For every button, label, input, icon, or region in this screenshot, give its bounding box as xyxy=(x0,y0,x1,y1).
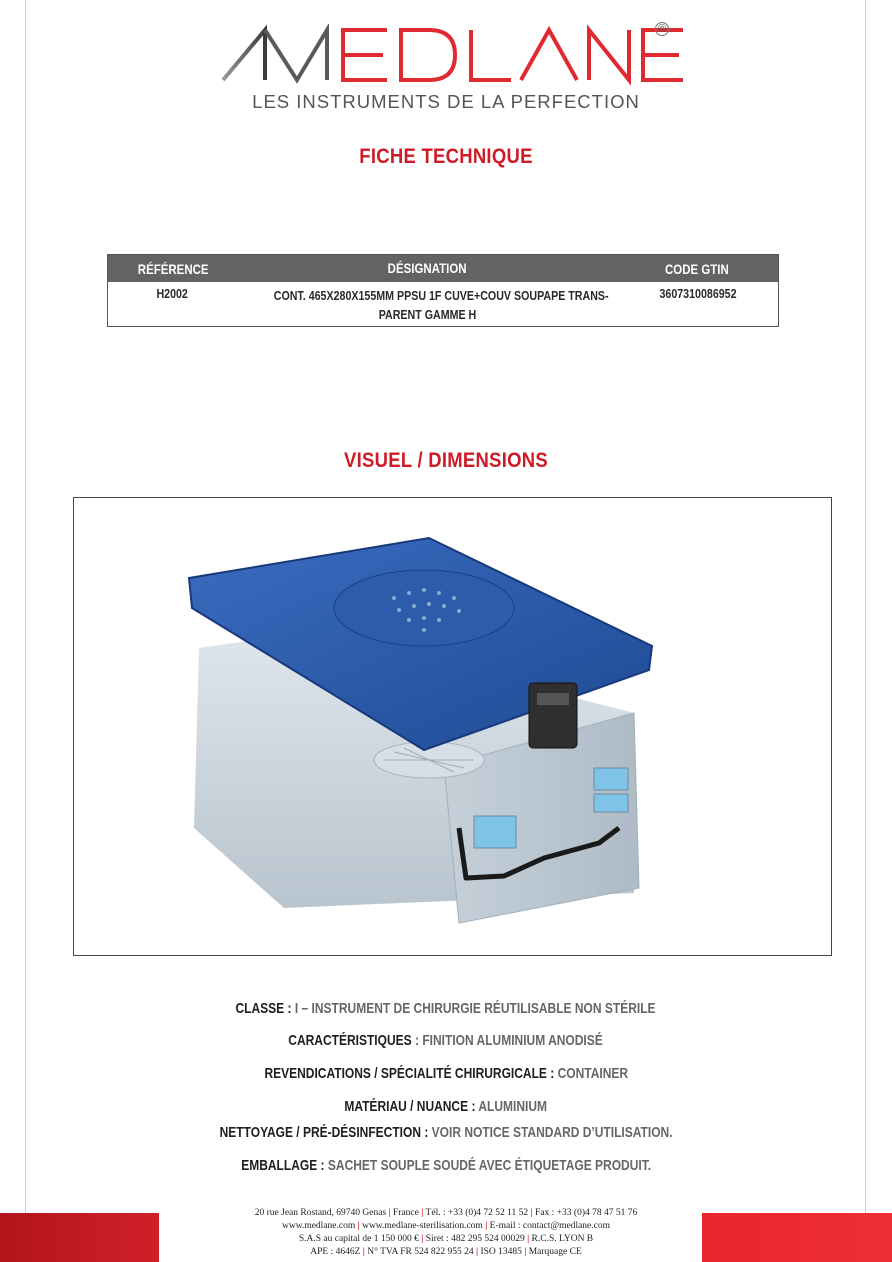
table-row xyxy=(108,282,778,324)
cell-designation-line2: PARENT GAMME H xyxy=(378,307,476,322)
footer-siret: Siret : 482 295 524 00029 xyxy=(425,1234,525,1244)
spec-value: : FINITION ALUMINIUM ANODISÉ xyxy=(412,1032,604,1049)
footer-website-link[interactable]: www.medlane.com xyxy=(281,1221,356,1231)
footer-fax: Fax : +33 (0)4 78 47 51 76 xyxy=(535,1208,638,1218)
container-illustration xyxy=(74,498,830,954)
spec-emballage xyxy=(0,1157,892,1174)
fiche-technique-title: FICHE TECHNIQUE xyxy=(359,145,533,168)
footer-company-line: S.A.S au capital de 1 150 000 € | Siret : 482 295 524 00029 | R.C.S. LYON B xyxy=(298,1234,594,1244)
spec-label: MATÉRIAU / NUANCE : xyxy=(344,1098,476,1115)
spec-value: I – INSTRUMENT DE CHIRURGIE RÉUTILISABLE NON STÉRILE xyxy=(291,1000,657,1017)
cell-reference: H2002 xyxy=(156,286,189,301)
table-header-row xyxy=(108,255,778,282)
reference-table xyxy=(107,254,779,327)
footer-email-link[interactable]: E-mail : contact@medlane.com xyxy=(489,1221,610,1231)
spec-label: CARACTÉRISTIQUES xyxy=(288,1032,413,1049)
tagline: LES INSTRUMENTS DE LA PERFECTION xyxy=(252,91,640,112)
footer-address: 20 rue Jean Rostand, 69740 Genas xyxy=(254,1208,387,1218)
footer-legal-line: APE : 4646Z | N° TVA FR 524 822 955 24 | ISO 13485 | Marquage CE xyxy=(310,1247,582,1257)
visuel-dimensions-title: VISUEL / DIMENSIONS xyxy=(344,449,548,472)
footer-ape: APE : 4646Z xyxy=(310,1247,361,1257)
medlane-logo xyxy=(215,24,685,88)
spec-label: EMBALLAGE : xyxy=(241,1157,325,1174)
spec-value: VOIR NOTICE STANDARD D’UTILISATION. xyxy=(428,1124,673,1141)
header-gtin: CODE GTIN xyxy=(665,260,730,277)
spec-label: NETTOYAGE / PRÉ-DÉSINFECTION : xyxy=(219,1124,429,1141)
spec-caracteristiques xyxy=(0,1032,892,1049)
spec-nettoyage xyxy=(0,1124,892,1141)
cell-gtin: 3607310086952 xyxy=(659,286,737,301)
spec-classe xyxy=(0,1000,892,1017)
footer-phone: Tél. : +33 (0)4 72 52 11 52 xyxy=(425,1208,529,1218)
spec-value: ALUMINIUM xyxy=(475,1098,548,1115)
spec-value: SACHET SOUPLE SOUDÉ AVEC ÉTIQUETAGE PRODUIT. xyxy=(324,1157,651,1174)
footer-tva: N° TVA FR 524 822 955 24 xyxy=(367,1247,474,1257)
spec-label: CLASSE : xyxy=(235,1000,292,1017)
header-reference: RÉFÉRENCE xyxy=(137,260,209,277)
registered-mark: ® xyxy=(655,22,669,36)
footer-address-line: 20 rue Jean Rostand, 69740 Genas | France | Tél. : +33 (0)4 72 52 11 52 | Fax : +33 (0)4 78 47 51 76 xyxy=(254,1208,638,1218)
spec-label: REVENDICATIONS / SPÉCIALITÉ CHIRURGICALE : xyxy=(264,1065,554,1082)
footer-website2-link[interactable]: www.medlane-sterilisation.com xyxy=(362,1221,483,1231)
footer-capital: S.A.S au capital de 1 150 000 € xyxy=(298,1234,419,1244)
footer-iso: ISO 13485 xyxy=(480,1247,522,1257)
footer-rcs: R.C.S. LYON B xyxy=(531,1234,594,1244)
footer-country: France xyxy=(393,1208,419,1218)
spec-materiau xyxy=(0,1098,892,1115)
cell-designation-line1: CONT. 465X280X155MM PPSU 1F CUVE+COUV SOUPAPE TRANS- xyxy=(273,288,609,303)
footer-web-line: www.medlane.com | www.medlane-sterilisation.com | E-mail : contact@medlane.com xyxy=(281,1221,610,1231)
spec-revendications xyxy=(0,1065,892,1082)
header-designation: DÉSIGNATION xyxy=(387,260,467,276)
product-visual-frame xyxy=(73,497,832,956)
footer-ce: Marquage CE xyxy=(528,1247,582,1257)
spec-value: CONTAINER xyxy=(553,1065,628,1082)
